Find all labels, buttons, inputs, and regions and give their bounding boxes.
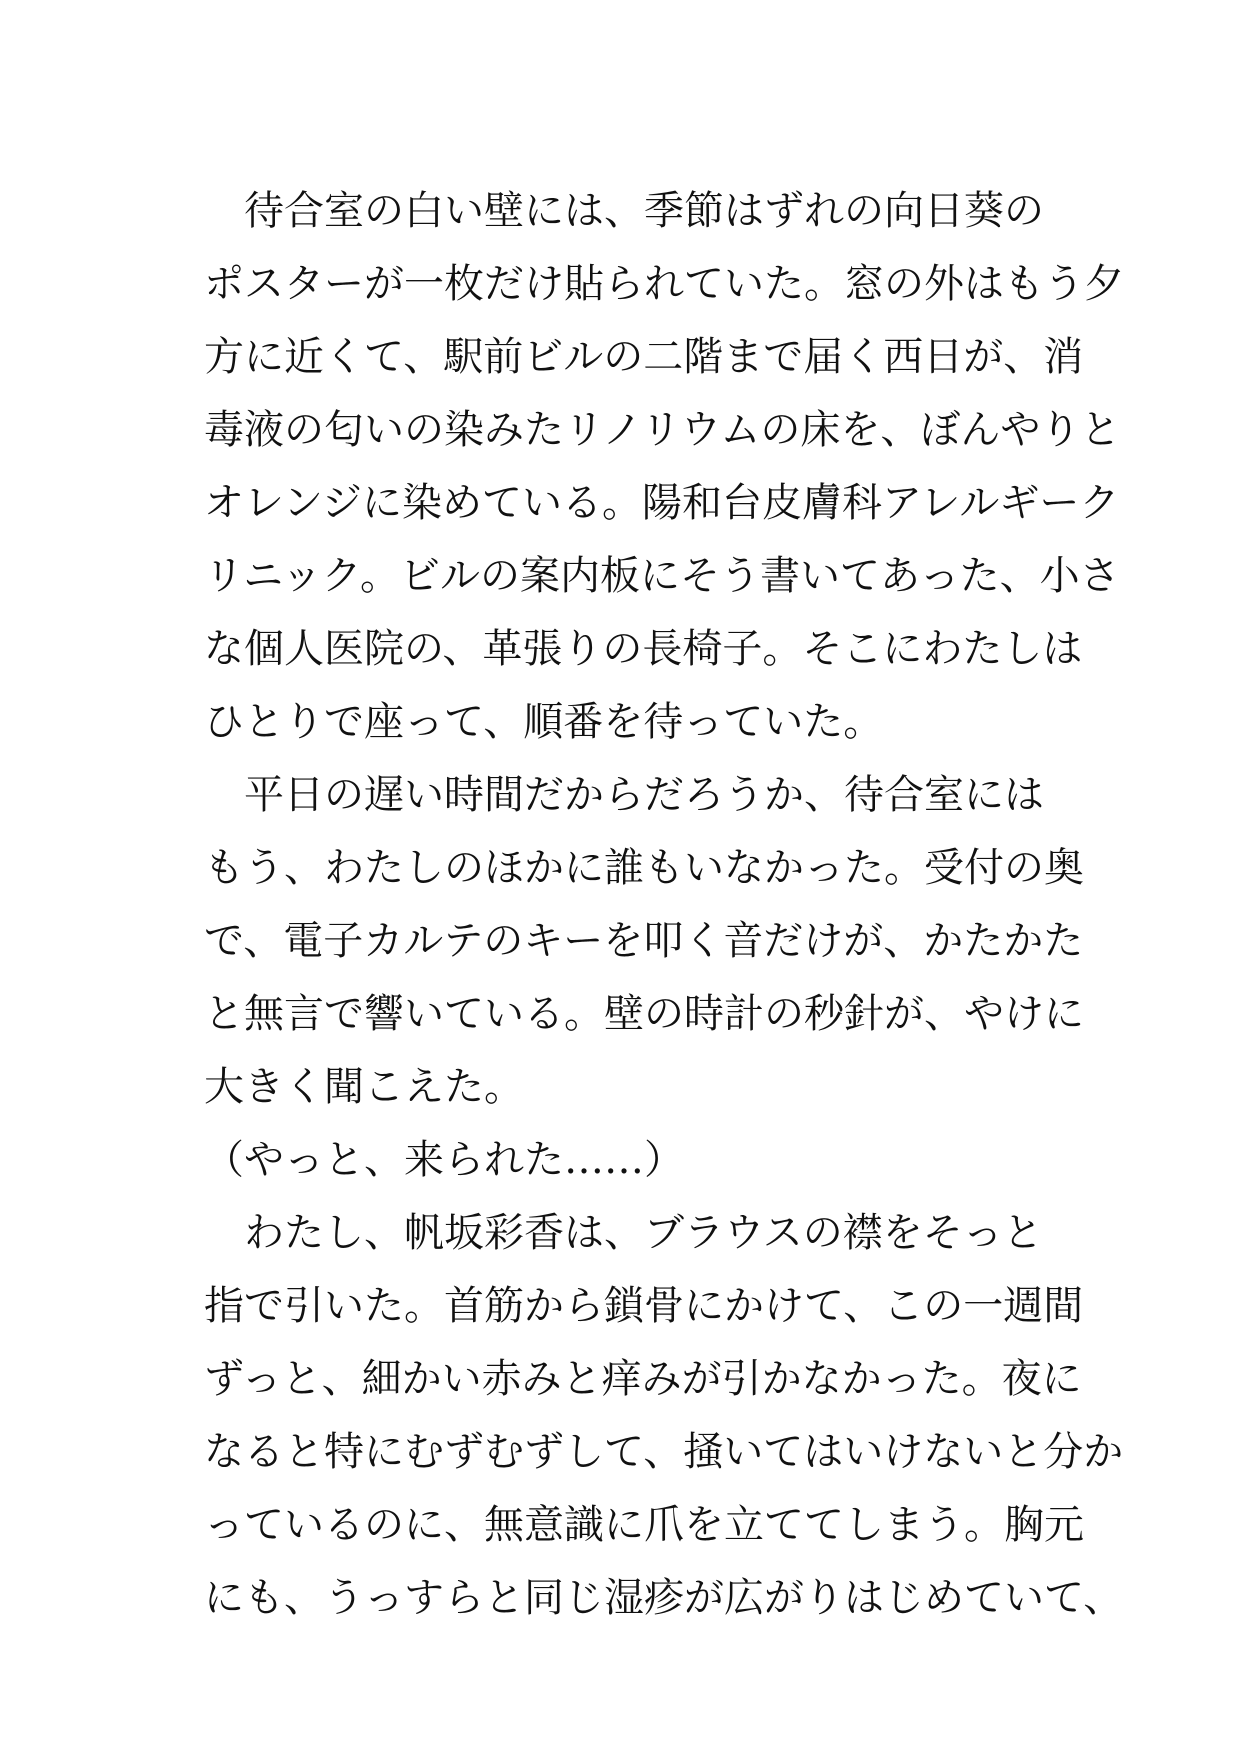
text-line: なると特にむずむずして、掻いてはいけないと分か <box>204 1429 1124 1475</box>
paragraph <box>204 1197 1124 1635</box>
text-line: 毒液の匂いの染みたリノリウムの床を、ぼんやりと <box>204 407 1121 453</box>
text-line: ずっと、細かい赤みと痒みが引かなかった。夜に <box>204 1356 1082 1402</box>
text-line: ひとりで座って、順番を待っていた。 <box>204 699 884 745</box>
text-line: 待合室の白い壁には、季節はずれの向日葵の <box>204 188 1044 234</box>
text-line: （やっと、来られた……） <box>204 1137 684 1183</box>
text-line: っているのに、無意識に爪を立ててしまう。胸元 <box>204 1502 1084 1548</box>
text-line: 方に近くて、駅前ビルの二階まで届く西日が、消 <box>204 334 1084 380</box>
body-text <box>204 175 1124 1635</box>
text-line: もう、わたしのほかに誰もいなかった。受付の奥 <box>204 845 1084 891</box>
text-line: な個人医院の、革張りの長椅子。そこにわたしは <box>204 626 1083 672</box>
text-line: リニック。ビルの案内板にそう書いてあった、小さ <box>204 553 1120 599</box>
paragraph <box>204 1124 1064 1197</box>
text-line: ポスターが一枚だけ貼られていた。窓の外はもう夕 <box>204 261 1124 307</box>
text-line: にも、うっすらと同じ湿疹が広がりはじめていて、 <box>204 1575 1124 1621</box>
text-line: と無言で響いている。壁の時計の秒針が、やけに <box>204 991 1084 1037</box>
paragraph <box>204 175 1124 759</box>
text-line: で、電子カルテのキーを叩く音だけが、かたかた <box>204 918 1084 964</box>
text-line: オレンジに染めている。陽和台皮膚科アレルギーク <box>204 480 1120 526</box>
text-line: わたし、帆坂彩香は、ブラウスの襟をそっと <box>204 1210 1043 1256</box>
text-line: 指で引いた。首筋から鎖骨にかけて、この一週間 <box>204 1283 1084 1329</box>
text-line: 平日の遅い時間だからだろうか、待合室には <box>204 772 1044 818</box>
text-line: 大きく聞こえた。 <box>204 1064 524 1110</box>
paragraph <box>204 759 1084 1124</box>
